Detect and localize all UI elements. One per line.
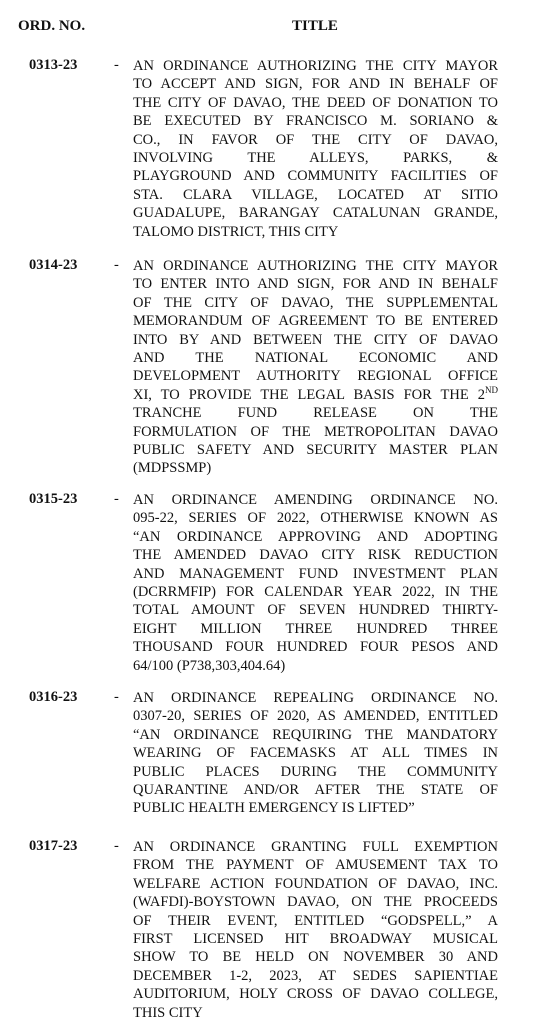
entry-dash: - xyxy=(114,257,119,273)
title-line: (MDPSSMP) xyxy=(133,460,212,477)
title-line: AN ORDINANCE GRANTING FULL EXEMPTION xyxy=(133,839,498,855)
title-line: XI, TO PROVIDE THE LEGAL BASIS FOR THE 2ND xyxy=(133,384,498,403)
title-line: AN ORDINANCE AUTHORIZING THE CITY MAYOR xyxy=(133,58,498,74)
title-line: TO ENTER INTO AND SIGN, FOR AND IN BEHALF xyxy=(133,276,498,293)
title-line: BE EXECUTED BY FRANCISCO M. SORIANO & xyxy=(133,113,498,130)
title-column-header: TITLE xyxy=(292,18,338,34)
title-line: MEMORANDUM OF AGREEMENT TO BE ENTERED xyxy=(133,313,498,330)
title-line: DEVELOPMENT AUTHORITY REGIONAL OFFICE xyxy=(133,368,498,385)
entry-dash: - xyxy=(114,838,119,854)
title-line: DECEMBER 1-2, 2023, AT SEDES SAPIENTIAE xyxy=(133,967,498,984)
title-line: FIRST LICENSED HIT BROADWAY MUSICAL xyxy=(133,930,498,947)
title-line: STA. CLARA VILLAGE, LOCATED AT SITIO xyxy=(133,186,498,203)
ordinance-title xyxy=(133,257,498,478)
title-line: EIGHT MILLION THREE HUNDRED THREE xyxy=(133,620,498,637)
entry-dash: - xyxy=(114,491,119,507)
title-line: OF THEIR EVENT, ENTITLED “GODSPELL,” A xyxy=(133,912,498,929)
title-line: TALOMO DISTRICT, THIS CITY xyxy=(133,223,339,240)
title-line: 64/100 (P738,303,404.64) xyxy=(133,657,286,674)
table-header xyxy=(0,18,533,40)
title-line: INVOLVING THE ALLEYS, PARKS, & xyxy=(133,149,498,166)
title-line: FORMULATION OF THE METROPOLITAN DAVAO xyxy=(133,423,498,440)
ordinance-title xyxy=(133,689,498,818)
entry-dash: - xyxy=(114,57,119,73)
entry-dash: - xyxy=(114,689,119,705)
title-line: THIS CITY xyxy=(133,1004,203,1021)
ordinal-superscript: ND xyxy=(485,384,498,395)
ordinance-title xyxy=(133,838,498,1022)
title-line: INTO BY AND BETWEEN THE CITY OF DAVAO xyxy=(133,331,498,348)
title-line: WELFARE ACTION FOUNDATION OF DAVAO, INC. xyxy=(133,875,498,892)
ordinance-number: 0313-23 xyxy=(29,57,78,73)
title-line: AND MANAGEMENT FUND INVESTMENT PLAN xyxy=(133,565,498,582)
title-line: THOUSAND FOUR HUNDRED FOUR PESOS AND xyxy=(133,639,498,656)
title-line: PUBLIC HEALTH EMERGENCY IS LIFTED” xyxy=(133,800,415,817)
title-line: (DCRRMFIP) FOR CALENDAR YEAR 2022, IN THE xyxy=(133,583,498,600)
ordinance-number: 0317-23 xyxy=(29,838,78,854)
title-line: AN ORDINANCE REPEALING ORDINANCE NO. xyxy=(133,690,498,706)
title-line: 095-22, SERIES OF 2022, OTHERWISE KNOWN AS xyxy=(133,510,498,527)
ord-no-column-header: ORD. NO. xyxy=(18,18,86,34)
title-line: TOTAL AMOUNT OF SEVEN HUNDRED THIRTY- xyxy=(133,602,498,619)
title-line: THE AMENDED DAVAO CITY RISK REDUCTION xyxy=(133,547,498,564)
title-line: AUDITORIUM, HOLY CROSS OF DAVAO COLLEGE, xyxy=(133,986,498,1003)
title-line: GUADALUPE, BARANGAY CATALUNAN GRANDE, xyxy=(133,205,498,222)
title-line: “AN ORDINANCE APPROVING AND ADOPTING xyxy=(133,528,498,545)
title-line: TRANCHE FUND RELEASE ON THE xyxy=(133,405,498,422)
title-line: AN ORDINANCE AUTHORIZING THE CITY MAYOR xyxy=(133,258,498,274)
title-line: AND THE NATIONAL ECONOMIC AND xyxy=(133,349,498,366)
ordinance-title xyxy=(133,491,498,675)
title-line: PUBLIC SAFETY AND SECURITY MASTER PLAN xyxy=(133,441,498,458)
title-line: 0307-20, SERIES OF 2020, AS AMENDED, ENTITLED xyxy=(133,708,498,725)
title-line: FROM THE PAYMENT OF AMUSEMENT TAX TO xyxy=(133,857,498,874)
title-line: TO ACCEPT AND SIGN, FOR AND IN BEHALF OF xyxy=(133,76,498,93)
ordinance-number: 0314-23 xyxy=(29,257,78,273)
title-line: WEARING OF FACEMASKS AT ALL TIMES IN xyxy=(133,745,498,762)
ordinance-title xyxy=(133,57,498,241)
title-line: THE CITY OF DAVAO, THE DEED OF DONATION TO xyxy=(133,94,498,111)
title-line: AN ORDINANCE AMENDING ORDINANCE NO. xyxy=(133,492,498,508)
title-line: PUBLIC PLACES DURING THE COMMUNITY xyxy=(133,763,498,780)
title-line: CO., IN FAVOR OF THE CITY OF DAVAO, xyxy=(133,131,498,148)
title-line: OF THE CITY OF DAVAO, THE SUPPLEMENTAL xyxy=(133,294,498,311)
title-line: (WAFDI)-BOYSTOWN DAVAO, ON THE PROCEEDS xyxy=(133,894,498,911)
title-line: QUARANTINE AND/OR AFTER THE STATE OF xyxy=(133,781,498,798)
ordinance-number: 0316-23 xyxy=(29,689,78,705)
title-line: “AN ORDINANCE REQUIRING THE MANDATORY xyxy=(133,726,498,743)
title-line: PLAYGROUND AND COMMUNITY FACILITIES OF xyxy=(133,168,498,185)
title-line: SHOW TO BE HELD ON NOVEMBER 30 AND xyxy=(133,949,498,966)
ordinance-number: 0315-23 xyxy=(29,491,78,507)
